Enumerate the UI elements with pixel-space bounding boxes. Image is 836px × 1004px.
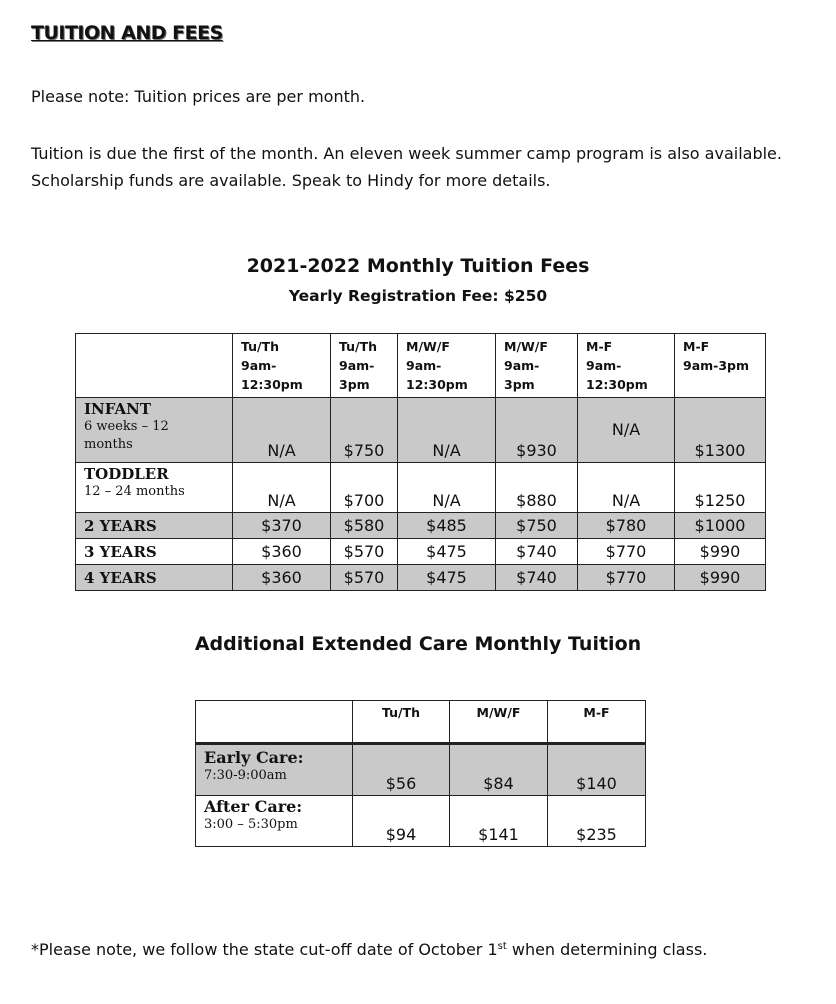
table-row-early-care bbox=[196, 744, 646, 796]
table-row-after-care bbox=[196, 796, 646, 847]
table-cell: $1000 bbox=[675, 513, 766, 539]
table-cell: N/A bbox=[578, 463, 675, 513]
table-row-toddler bbox=[76, 463, 766, 513]
table-cell: $750 bbox=[496, 513, 578, 539]
column-header: Tu/Th 9am- 3pm bbox=[331, 334, 398, 398]
registration-fee-subtitle: Yearly Registration Fee: $250 bbox=[288, 287, 548, 305]
table-row-3-years bbox=[76, 539, 766, 565]
tuition-due-line: Tuition is due the first of the month. An eleven week summer camp program is also available. bbox=[31, 144, 782, 163]
table-cell: $880 bbox=[496, 463, 578, 513]
row-label: 3 YEARS bbox=[76, 539, 233, 565]
column-header: M-F 9am-3pm bbox=[675, 334, 766, 398]
table-cell: $990 bbox=[675, 565, 766, 591]
table-row-infant bbox=[76, 398, 766, 463]
table-cell: $235 bbox=[548, 796, 646, 847]
table-header-row bbox=[76, 334, 766, 398]
table-cell: N/A bbox=[233, 398, 331, 463]
table-header-row bbox=[196, 701, 646, 744]
table-cell: $140 bbox=[548, 744, 646, 796]
row-label: INFANT 6 weeks – 12 months bbox=[76, 398, 233, 463]
row-label: 4 YEARS bbox=[76, 565, 233, 591]
table-cell: $580 bbox=[331, 513, 398, 539]
table-cell: $740 bbox=[496, 565, 578, 591]
tuition-table-title: 2021-2022 Monthly Tuition Fees bbox=[246, 255, 590, 277]
table-cell: $570 bbox=[331, 539, 398, 565]
table-cell: $360 bbox=[233, 565, 331, 591]
corner-cell bbox=[196, 701, 353, 744]
table-cell: N/A bbox=[398, 398, 496, 463]
table-cell: $370 bbox=[233, 513, 331, 539]
table-row-2-years bbox=[76, 513, 766, 539]
table-cell: $84 bbox=[450, 744, 548, 796]
table-cell: $475 bbox=[398, 565, 496, 591]
table-cell: $475 bbox=[398, 539, 496, 565]
table-row-4-years bbox=[76, 565, 766, 591]
scholarship-line: Scholarship funds are available. Speak to Hindy for more details. bbox=[31, 171, 551, 190]
column-header: M-F 9am- 12:30pm bbox=[578, 334, 675, 398]
row-label: TODDLER 12 – 24 months bbox=[76, 463, 233, 513]
table-cell: N/A bbox=[578, 398, 675, 463]
table-cell: $570 bbox=[331, 565, 398, 591]
table-cell: $990 bbox=[675, 539, 766, 565]
column-header: M/W/F 9am- 3pm bbox=[496, 334, 578, 398]
table-cell: $750 bbox=[331, 398, 398, 463]
table-cell: $700 bbox=[331, 463, 398, 513]
table-cell: $770 bbox=[578, 565, 675, 591]
extended-care-title: Additional Extended Care Monthly Tuition bbox=[194, 633, 642, 655]
table-cell: $930 bbox=[496, 398, 578, 463]
table-cell: $56 bbox=[353, 744, 450, 796]
table-cell: $1300 bbox=[675, 398, 766, 463]
corner-cell bbox=[76, 334, 233, 398]
note-line: Please note: Tuition prices are per month. bbox=[31, 87, 366, 106]
extended-care-table bbox=[195, 700, 646, 847]
row-label: 2 YEARS bbox=[76, 513, 233, 539]
monthly-tuition-table bbox=[75, 333, 766, 591]
page-heading: TUITION AND FEES bbox=[31, 22, 223, 44]
table-cell: $485 bbox=[398, 513, 496, 539]
column-header: M-F bbox=[548, 701, 646, 744]
table-cell: N/A bbox=[398, 463, 496, 513]
column-header: Tu/Th bbox=[353, 701, 450, 744]
cutoff-date-note: *Please note, we follow the state cut-off date of October 1st when determining class. bbox=[31, 940, 708, 959]
row-label: Early Care: 7:30-9:00am bbox=[196, 744, 353, 796]
table-cell: $1250 bbox=[675, 463, 766, 513]
table-cell: N/A bbox=[233, 463, 331, 513]
column-header: M/W/F bbox=[450, 701, 548, 744]
table-cell: $770 bbox=[578, 539, 675, 565]
table-cell: $780 bbox=[578, 513, 675, 539]
table-cell: $360 bbox=[233, 539, 331, 565]
column-header: Tu/Th 9am- 12:30pm bbox=[233, 334, 331, 398]
table-cell: $740 bbox=[496, 539, 578, 565]
row-label: After Care: 3:00 – 5:30pm bbox=[196, 796, 353, 847]
table-cell: $141 bbox=[450, 796, 548, 847]
column-header: M/W/F 9am- 12:30pm bbox=[398, 334, 496, 398]
table-cell: $94 bbox=[353, 796, 450, 847]
